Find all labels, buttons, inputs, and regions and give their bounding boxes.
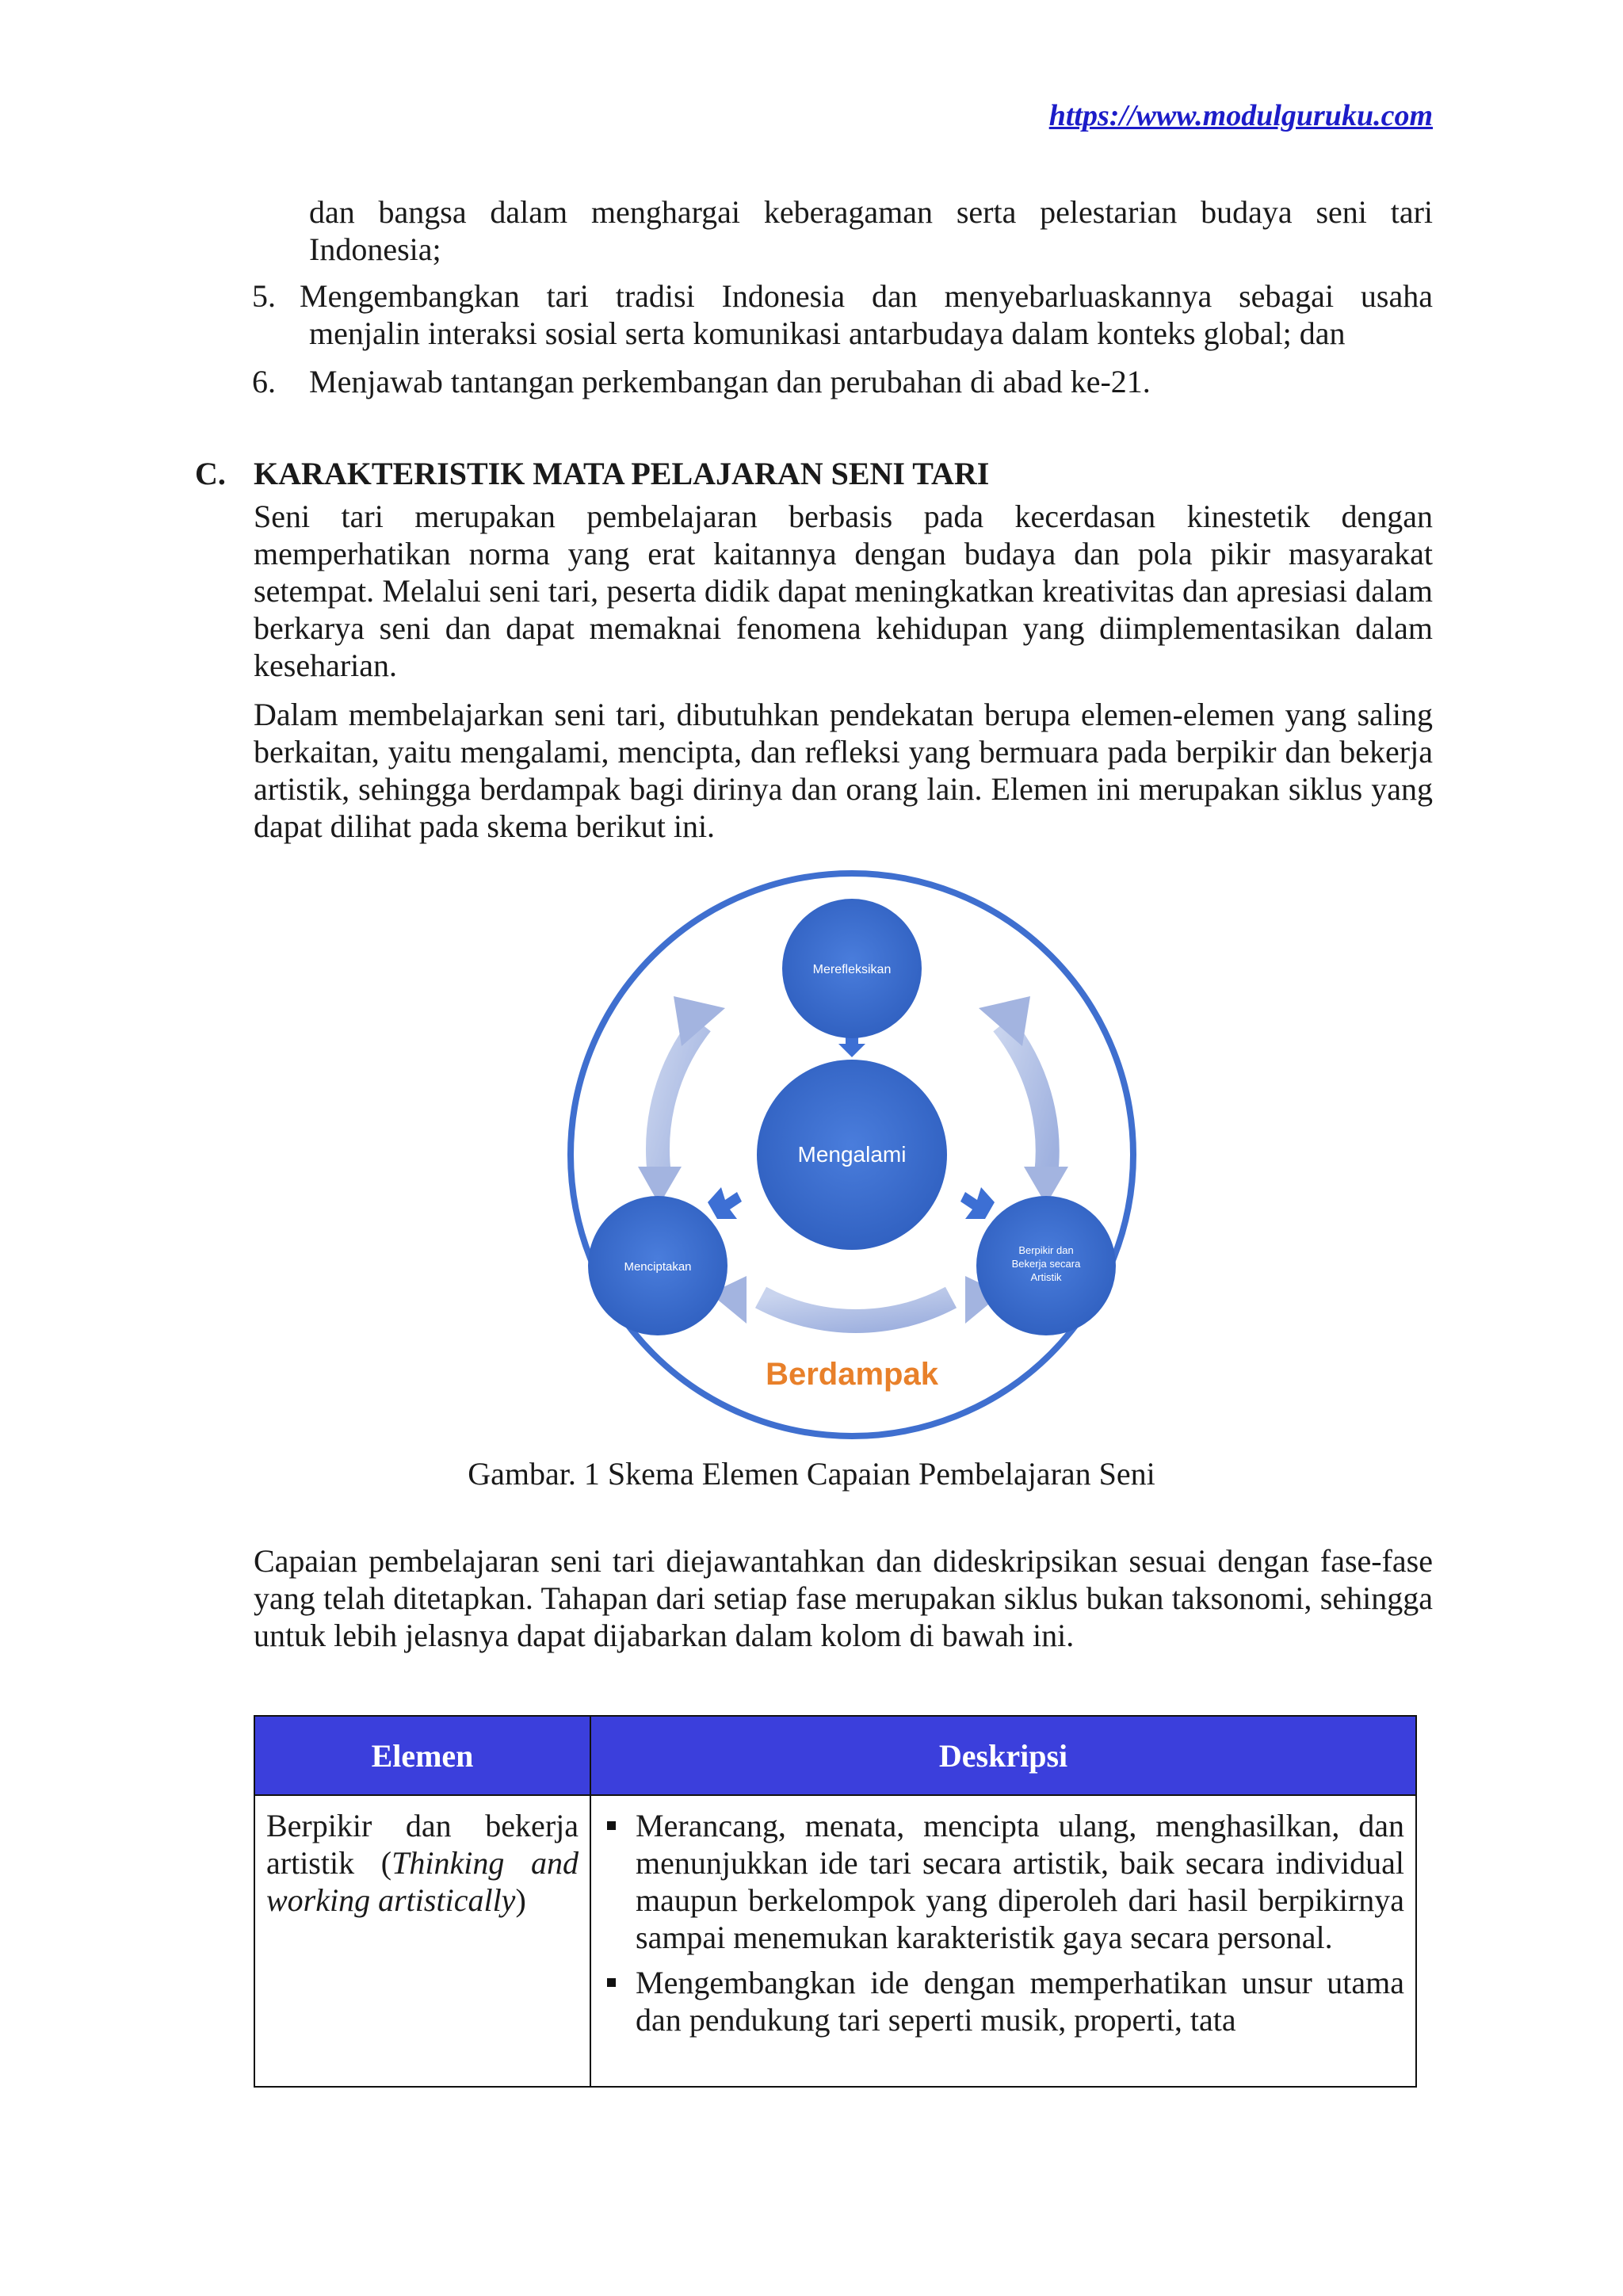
list-item-6-number: 6. [252,364,276,399]
elemen-table [254,1715,1417,2088]
figure-caption: Gambar. 1 Skema Elemen Capaian Pembelajaran Seni [468,1456,1155,1492]
list-item-4-continuation: dan bangsa dalam menghargai keberagaman serta pelestarian budaya seni tari Indonesia; [309,194,1433,267]
section-letter: C. [195,456,226,491]
skema-elemen-diagram [563,865,1141,1444]
header-url-link[interactable]: https://www.modulguruku.com [1048,99,1433,132]
paragraph-2: Dalam membelajarkan seni tari, dibutuhkan pendekatan berupa elemen-elemen yang saling berkaitan, yaitu mengalami, mencipta, dan refleksi yang bermuara pada berpikir dan bekerja artistik, sehingga berdampak bagi dirinya dan orang lain. Elemen ini merupakan siklus yang dapat dilihat pada skema berikut ini. [254,697,1433,844]
berdampak-label: Berdampak [766,1357,938,1392]
node-right-label-1: Berpikir dan [1018,1244,1074,1256]
paragraph-3: Capaian pembelajaran seni tari diejawantahkan dan dideskripsikan sesuai dengan fase-fase yang telah ditetapkan. Tahapan dari setiap fase merupakan siklus bukan taksonomi, sehingga untuk lebih jelasnya dapat dijabarkan dalam kolom di bawah ini. [254,1543,1433,1653]
table-cell-elemen: Berpikir dan bekerja artistik (Thinking and working artistically) [254,1795,590,2087]
node-center-label: Mengalami [797,1142,907,1167]
list-item-6: Menjawab tantangan perkembangan dan perubahan di abad ke-21. [309,364,1151,399]
list-item: Merancang, menata, mencipta ulang, menghasilkan, dan menunjukkan ide tari secara artistik, baik secara individual maupun berkelompok yang diperoleh dari hasil berpikirnya sampai menemukan karakteristik gaya secara personal. [602,1807,1404,1956]
section-title: KARAKTERISTIK MATA PELAJARAN SENI TARI [254,456,990,491]
table-header-deskripsi: Deskripsi [590,1716,1416,1795]
list-item-5-number: 5. [252,278,276,314]
list-item-5-line2: menjalin interaksi sosial serta komunikasi antarbudaya dalam konteks global; dan [309,315,1346,351]
list-item: Mengembangkan ide dengan memperhatikan unsur utama dan pendukung tari seperti musik, properti, tata [602,1964,1404,2038]
table-header-elemen: Elemen [254,1716,590,1795]
node-right-label-2: Bekerja secara [1011,1258,1081,1270]
node-left-label: Menciptakan [624,1260,692,1274]
list-item-5: Mengembangkan tari tradisi Indonesia dan menyebarluaskannya sebagai usaha [300,278,1433,314]
node-right-label-3: Artistik [1030,1271,1062,1283]
table-cell-deskripsi [590,1795,1416,2087]
table-header-row [254,1716,1416,1795]
table-row [254,1795,1416,2087]
node-top-label: Merefleksikan [812,963,892,976]
paragraph-1: Seni tari merupakan pembelajaran berbasis pada kecerdasan kinestetik dengan memperhatikan norma yang erat kaitannya dengan budaya dan pola pikir masyarakat setempat. Melalui seni tari, peserta didik dapat meningkatkan kreativitas dan apresiasi dalam berkarya seni dan dapat memaknai fenomena kehidupan yang diimplementasikan dalam keseharian. [254,499,1433,683]
section-heading [195,455,989,492]
